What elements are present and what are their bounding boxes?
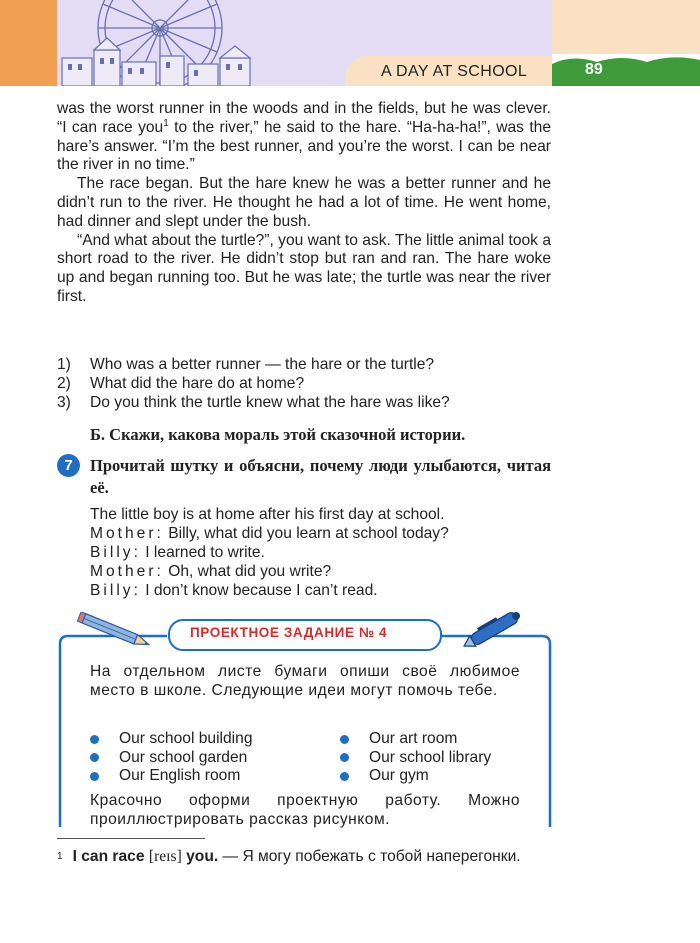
project-title: ПРОЕКТНОЕ ЗАДАНИЕ № 4	[190, 625, 388, 640]
idea-text: Our gym	[369, 767, 429, 784]
idea-item	[90, 767, 340, 786]
joke-intro: The little boy is at home after his first day at school.	[90, 506, 445, 523]
bullet-dot	[340, 753, 349, 762]
question-number: 1)	[57, 356, 71, 373]
bullet-dot	[90, 735, 99, 744]
question-item	[57, 356, 557, 375]
ideas-list	[90, 730, 530, 786]
speaker-name: Mother:	[90, 525, 164, 542]
idea-item	[340, 749, 530, 768]
ferris-wheel-icon	[60, 0, 255, 86]
question-item	[57, 375, 557, 394]
story-paragraph-2: The race began. But the hare knew he was a better runner and he didn’t run to the river. He thought he had a lot of time. He went home, had dinner and slept under the bush.	[57, 175, 551, 230]
section-title: A DAY AT SCHOOL	[381, 63, 528, 80]
header-sky	[552, 0, 700, 54]
pen-icon	[457, 602, 537, 652]
story-paragraph-3: “And what about the turtle?”, you want to ask. The little animal took a short road to the river. He didn’t stop but ran and ran. The hare woke up and began running too. But he was late; the turtle was near the river first.	[57, 231, 551, 305]
question-text: Do you think the turtle knew what the hare was like?	[90, 393, 450, 411]
speaker-line: I don’t know because I can’t read.	[140, 582, 378, 599]
exercise-number-badge: 7	[57, 454, 80, 477]
idea-item	[90, 730, 340, 749]
idea-text: Our school building	[119, 730, 253, 747]
footnote	[57, 847, 551, 866]
header-orange-block	[0, 0, 57, 86]
question-text: What did the hare do at home?	[90, 374, 305, 392]
question-list	[57, 356, 557, 412]
speaker-line: Billy, what did you learn at school today?	[163, 525, 449, 542]
footnote-term: I can race	[72, 848, 145, 865]
joke-line	[90, 524, 560, 543]
bullet-dot	[90, 772, 99, 781]
header-hills	[552, 54, 700, 86]
idea-item	[340, 730, 530, 749]
page-header	[0, 0, 700, 86]
footnote-translation: — Я могу побежать с тобой наперегонки.	[218, 848, 521, 865]
joke-line	[90, 543, 560, 562]
project-ending: Красочно оформи проектную работу. Можно проиллюстрировать рассказ рисунком.	[90, 792, 520, 828]
story-text	[57, 100, 551, 307]
joke-line	[90, 562, 560, 581]
joke-line	[90, 581, 560, 600]
idea-text: Our school library	[369, 748, 492, 766]
exercise-instruction: Прочитай шутку и объясни, почему люди улыбаются, читая её.	[90, 456, 551, 497]
idea-text: Our English room	[119, 767, 241, 784]
speaker-name: Billy:	[90, 582, 141, 599]
bullet-dot	[340, 772, 349, 781]
project-text: На отдельном листе бумаги опиши своё любимое место в школе. Следующие идеи могут помочь тебе.	[90, 663, 520, 699]
footnote-transcription: [reɪs]	[148, 848, 182, 865]
speaker-name: Billy:	[90, 544, 141, 561]
speaker-line: Oh, what did you write?	[163, 563, 332, 580]
idea-text: Our art room	[369, 730, 458, 747]
idea-text: Our school garden	[119, 748, 248, 766]
story-paragraph-1	[57, 100, 551, 175]
story-paragraph-1-start: was the worst runner in the woods and in the fields, but he was clever. “I can race you	[57, 100, 551, 136]
question-number: 2)	[57, 374, 71, 392]
footnote-term-end: you.	[186, 848, 219, 865]
task-b: Б. Скажи, какова мораль этой сказочной истории.	[90, 425, 466, 444]
footnote-mark: 1	[57, 851, 63, 862]
story-paragraph-1-end: to the river,” he said to the hare. “Ha-ha-ha!”, was the hare’s answer. “I’m the best runner, and you’re the worst. I can be near the river in no time.”	[57, 118, 551, 174]
question-item	[57, 394, 557, 413]
footnote-divider	[57, 838, 205, 839]
question-number: 3)	[57, 393, 71, 411]
speaker-line: I learned to write.	[140, 544, 265, 561]
footnote-ref: 1	[163, 117, 169, 129]
bullet-dot	[90, 753, 99, 762]
speaker-name: Mother:	[90, 563, 164, 580]
idea-item	[340, 767, 530, 786]
pencil-icon	[75, 612, 155, 652]
question-text: Who was a better runner — the hare or the turtle?	[90, 356, 435, 373]
idea-item	[90, 749, 340, 768]
page-number: 89	[585, 61, 603, 78]
joke-text	[90, 505, 560, 600]
bullet-dot	[340, 735, 349, 744]
